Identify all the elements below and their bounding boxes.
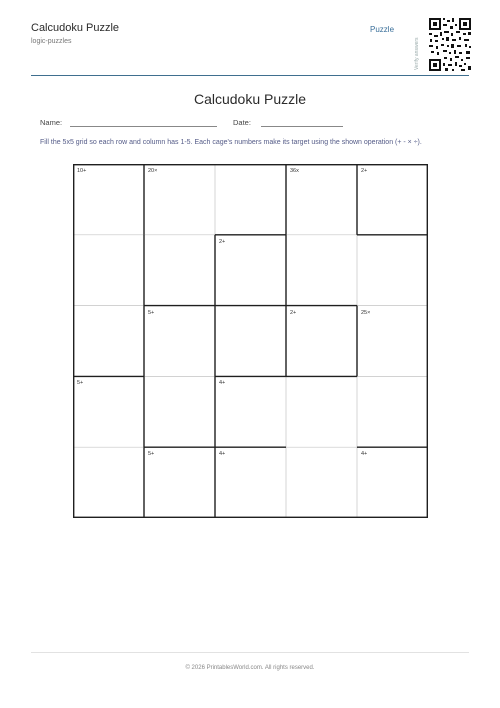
instructions: Fill the 5x5 grid so each row and column has 1-5. Each cage's numbers make its target using the shown operation (+ - × ÷). bbox=[40, 139, 422, 146]
cage-clue: 10+ bbox=[77, 168, 87, 174]
verify-answers-label: Verify answers bbox=[414, 37, 420, 70]
qr-code-icon[interactable] bbox=[428, 17, 472, 72]
cage-clue: 4+ bbox=[361, 451, 368, 458]
cage-clue: 5+ bbox=[148, 309, 155, 316]
grid-border bbox=[74, 165, 428, 518]
name-label: Name: bbox=[40, 118, 63, 127]
footer-divider bbox=[31, 652, 469, 653]
name-field[interactable] bbox=[70, 126, 217, 127]
date-label: Date: bbox=[233, 118, 251, 127]
cage-clue: 5+ bbox=[77, 380, 84, 387]
date-field[interactable] bbox=[261, 126, 343, 127]
cage-clue: 4+ bbox=[219, 380, 226, 387]
cage-clue: 4+ bbox=[219, 451, 226, 458]
cage-clue: 20× bbox=[148, 168, 158, 174]
cage-clue: 2+ bbox=[219, 238, 226, 245]
cage-clue: 36x bbox=[290, 168, 299, 174]
cage-clue: 2+ bbox=[361, 168, 368, 174]
header-title: Calcudoku Puzzle bbox=[31, 22, 120, 34]
page-title: Calcudoku Puzzle bbox=[193, 91, 307, 107]
header-subtitle: logic-puzzles bbox=[31, 38, 72, 45]
calcudoku-grid bbox=[73, 164, 428, 518]
cage-clue: 5+ bbox=[148, 451, 155, 458]
header-divider bbox=[31, 75, 469, 76]
cage-clue: 2+ bbox=[290, 309, 297, 316]
cage-clue: 25× bbox=[361, 309, 371, 316]
grid-lines bbox=[73, 164, 428, 518]
copyright-footer: © 2026 PrintablesWorld.com. All rights reserved. bbox=[185, 665, 315, 671]
puzzle-link[interactable]: Puzzle bbox=[370, 25, 395, 34]
